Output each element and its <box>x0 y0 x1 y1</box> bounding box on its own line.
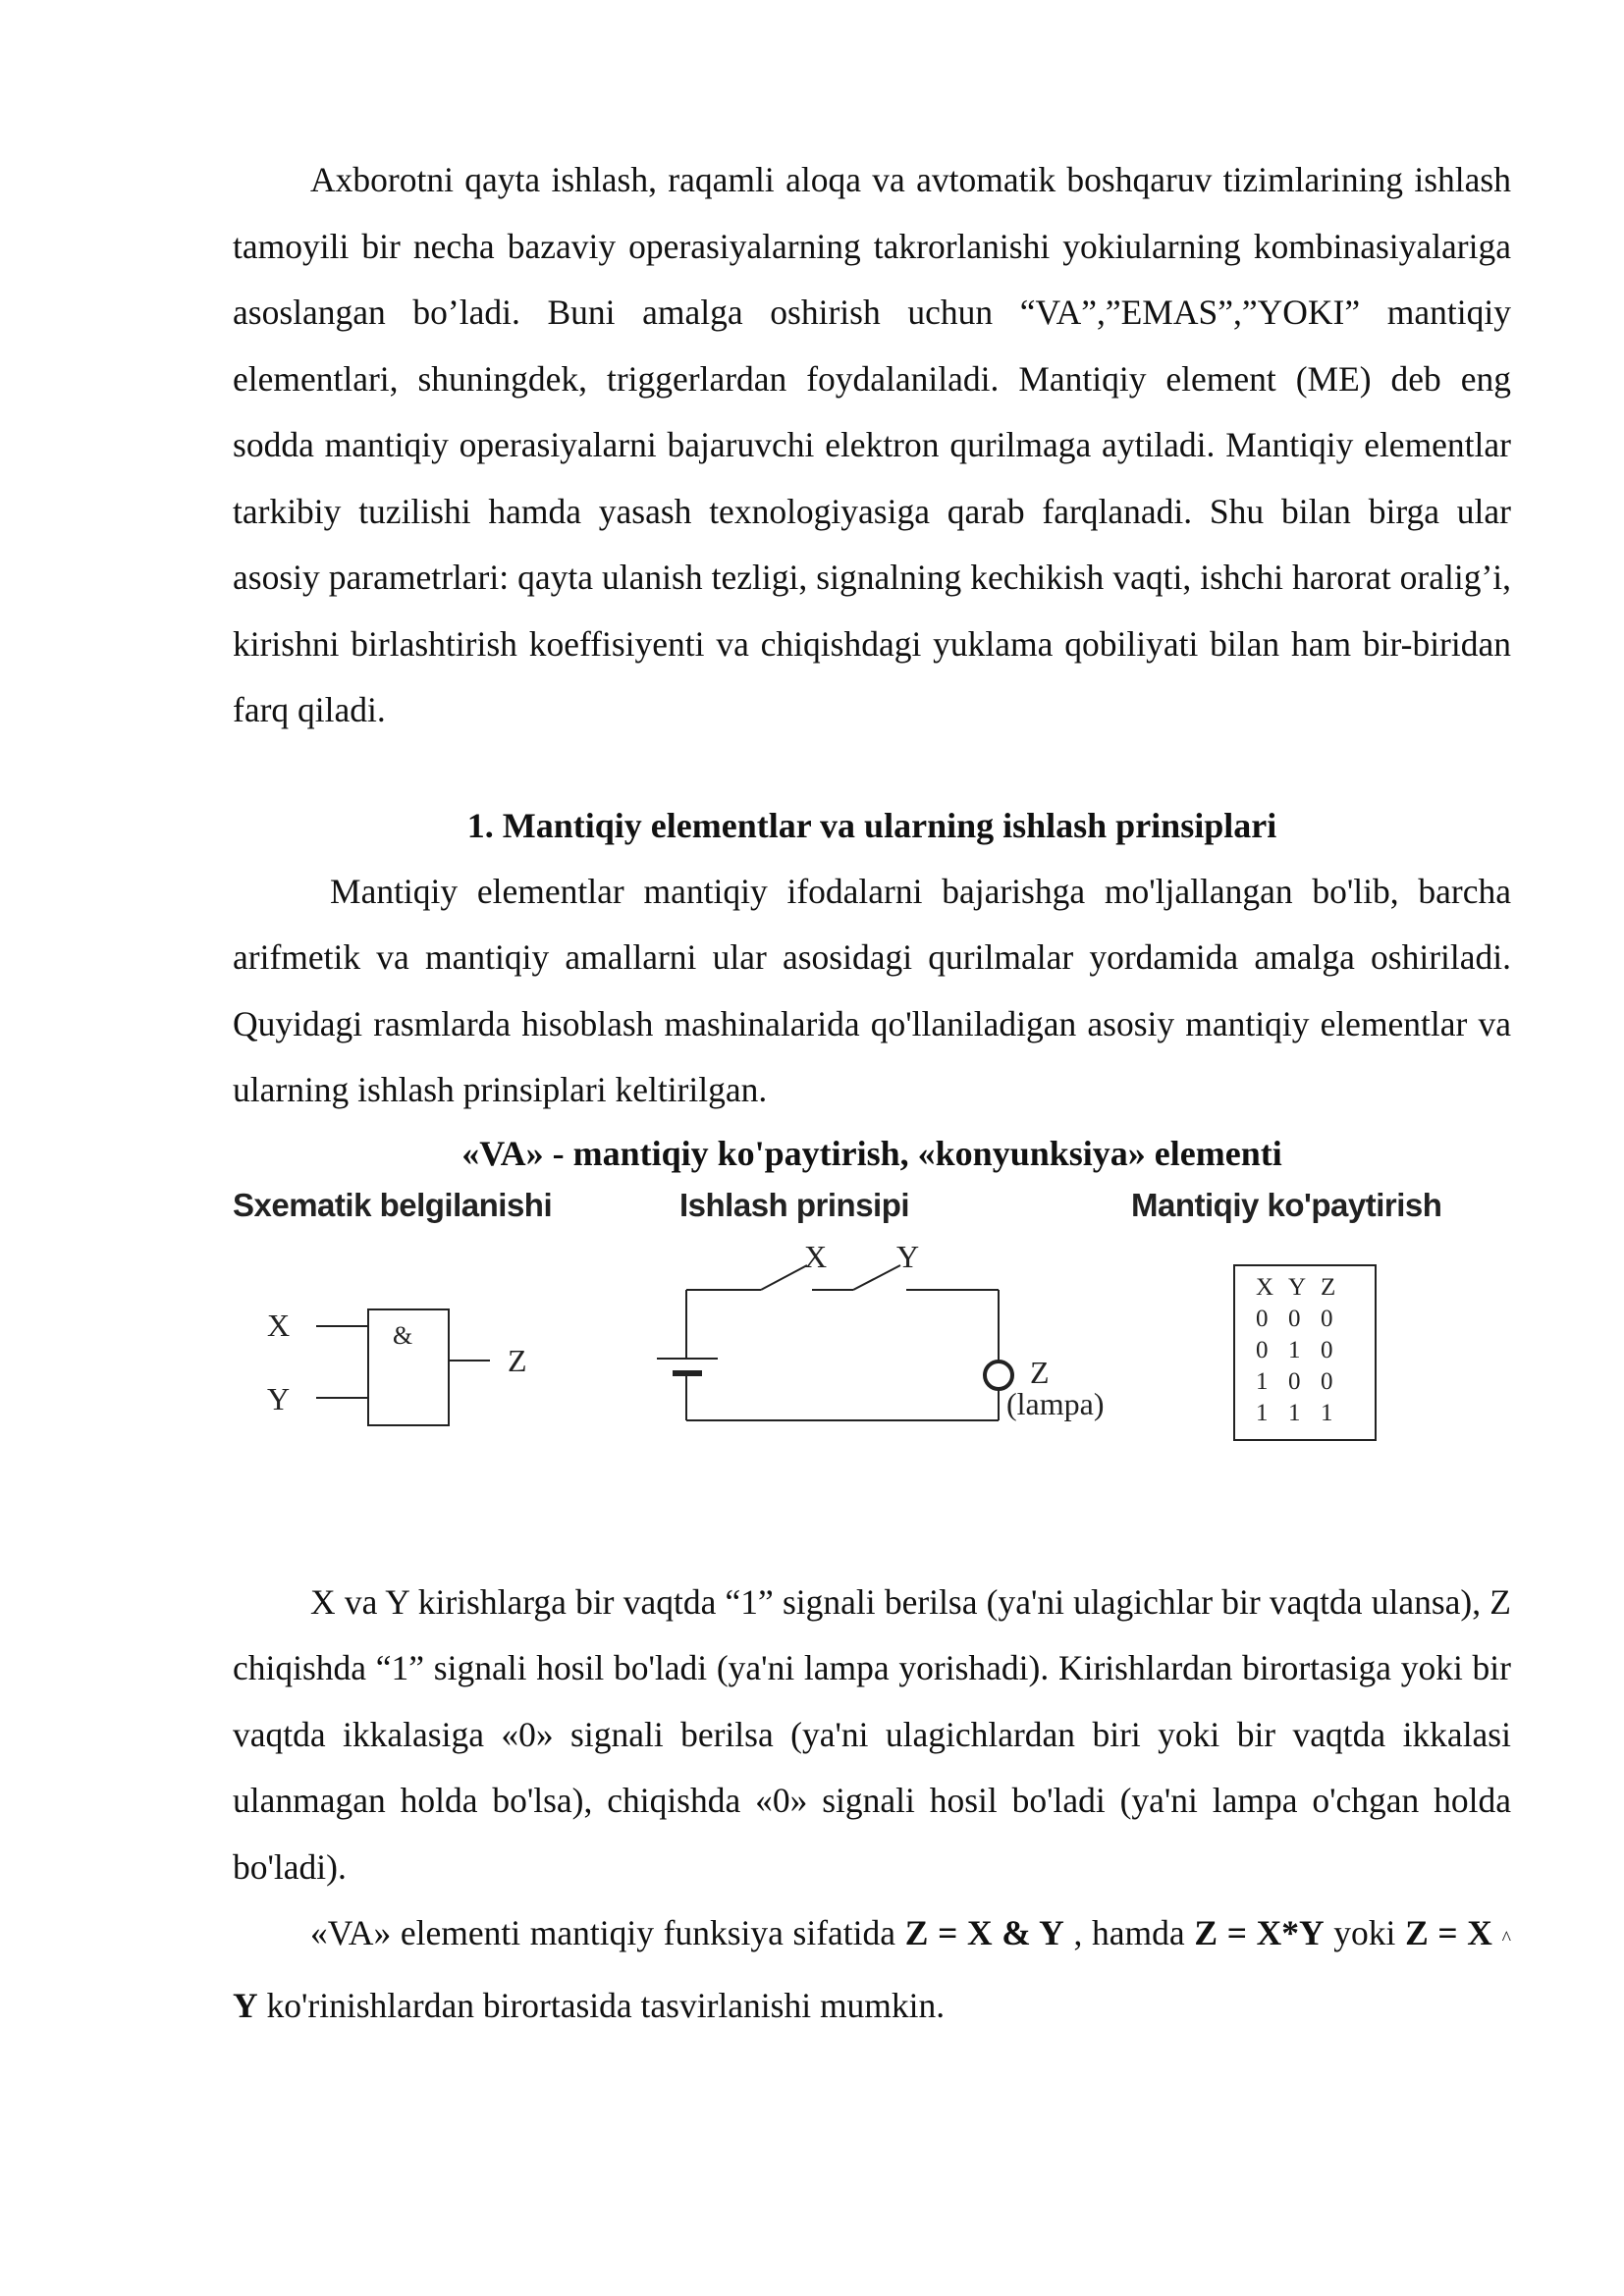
gate-ampersand: & <box>393 1320 413 1350</box>
formula-text-3: yoki <box>1324 1913 1406 1952</box>
document-page <box>233 147 1511 2039</box>
conjunction-operator: ^ <box>1501 1928 1512 1949</box>
truth-table-cell: 0 <box>1321 1336 1333 1363</box>
truth-table-cell: 1 <box>1288 1336 1301 1363</box>
lamp-z-label: Z <box>1030 1354 1050 1390</box>
section-paragraph: Mantiqiy elementlar mantiqiy ifodalarni bajarishga mo'ljallangan bo'lib, barcha arifmetik va mantiqiy amallarni ular asosidagi qurilmalar yordamida amalga oshiriladi. Quyidagi rasmlarda hisoblash mashinalarida qo'llaniladigan asosiy mantiqiy elementlar va ularning ishlash prinsiplari keltirilgan. <box>233 871 1511 1109</box>
truth-table-cell: 0 <box>1321 1367 1333 1395</box>
caption-schematic: Sxematik belgilanishi <box>233 1186 553 1223</box>
formula-text-2: , hamda <box>1063 1913 1195 1952</box>
section-title: 1. Mantiqiy elementlar va ularning ishlash prinsiplari <box>466 805 1277 845</box>
truth-table-header: X <box>1256 1273 1274 1301</box>
switch-x-label: X <box>804 1238 828 1274</box>
truth-table-cell: 0 <box>1256 1305 1269 1332</box>
formula-z-conj-right: Y <box>233 1985 258 2025</box>
and-gate-symbol <box>267 1308 527 1425</box>
circuit-diagram <box>657 1239 1105 1421</box>
truth-table-cell: 0 <box>1288 1305 1301 1332</box>
truth-table-cell: 1 <box>1288 1399 1301 1426</box>
gate-output-z: Z <box>508 1342 527 1378</box>
formula-text-1: «VA» elementi mantiqiy funksiya sifatida <box>310 1913 905 1952</box>
truth-table-cell: 1 <box>1256 1367 1269 1395</box>
truth-table-cell: 0 <box>1321 1305 1333 1332</box>
explanation-paragraph: X va Y kirishlarga bir vaqtda “1” signali berilsa (ya'ni ulagichlar bir vaqtda ulansa), Z chiqishda “1” signali hosil bo'ladi (ya'ni lampa yorishadi). Kirishlardan birortasiga yoki bir vaqtda ikkalasiga «0» signali berilsa (ya'ni ulagichlardan biri yoki bir vaqtda ikkalasi ulanmagan holda bo'lsa), chiqishda «0» signali hosil bo'ladi (ya'ni lampa o'chgan holda bo'ladi). <box>233 1581 1511 1887</box>
formula-paragraph <box>233 1900 1511 2039</box>
lamp-label: (lampa) <box>1006 1385 1105 1421</box>
intro-paragraph: Axborotni qayta ishlash, raqamli aloqa va avtomatik boshqaruv tizimlarining ishlash tamoyili bir necha bazaviy operasiyalarning takrorlanishi yokiularning kombinasiyalariga asoslangan bo’ladi. Buni amalga oshirish uchun “VA”,”EMAS”,”YOKI” mantiqiy elementlari, shuningdek, triggerlardan foydalaniladi. Mantiqiy element (ME) deb eng sodda mantiqiy operasiyalarni bajaruvchi elektron qurilmaga aytiladi. Mantiqiy elementlar tarkibiy tuzilishi hamda yasash texnologiyasiga qarab farqlanadi. Shu bilan birga ular asosiy parametrlari: qayta ulanish tezligi, signalning kechikish vaqti, ishchi harorat oralig’i, kirishni birlashtirish koeffisiyenti va chiqishdagi yuklama qobiliyati bilan ham bir-biridan farq qiladi. <box>233 160 1511 729</box>
gate-input-x: X <box>267 1307 291 1343</box>
formula-z-mul: Z = X*Y <box>1194 1913 1325 1952</box>
truth-table-cell: 0 <box>1256 1336 1269 1363</box>
caption-principle: Ishlash prinsipi <box>679 1186 910 1223</box>
truth-table <box>1234 1265 1376 1440</box>
truth-table-header: Z <box>1321 1273 1336 1301</box>
truth-table-cell: 1 <box>1321 1399 1333 1426</box>
switch-y-label: Y <box>896 1238 920 1274</box>
figure-drawing <box>233 1187 1511 1476</box>
caption-truth-table: Mantiqiy ko'paytirish <box>1131 1186 1442 1223</box>
truth-table-header: Y <box>1288 1273 1307 1301</box>
truth-table-cell: 0 <box>1288 1367 1301 1395</box>
figure-subtitle: «VA» - mantiqiy ko'paytirish, «konyunksiya» elementi <box>461 1133 1282 1173</box>
gate-input-y: Y <box>267 1380 291 1416</box>
formula-z-and: Z = X & Y <box>904 1913 1064 1952</box>
formula-text-4: ko'rinishlardan birortasida tasvirlanishi mumkin. <box>257 1985 946 2025</box>
truth-table-cell: 1 <box>1256 1399 1269 1426</box>
formula-z-conj-left: Z = X <box>1405 1913 1492 1952</box>
and-gate-figure <box>233 1187 1511 1476</box>
